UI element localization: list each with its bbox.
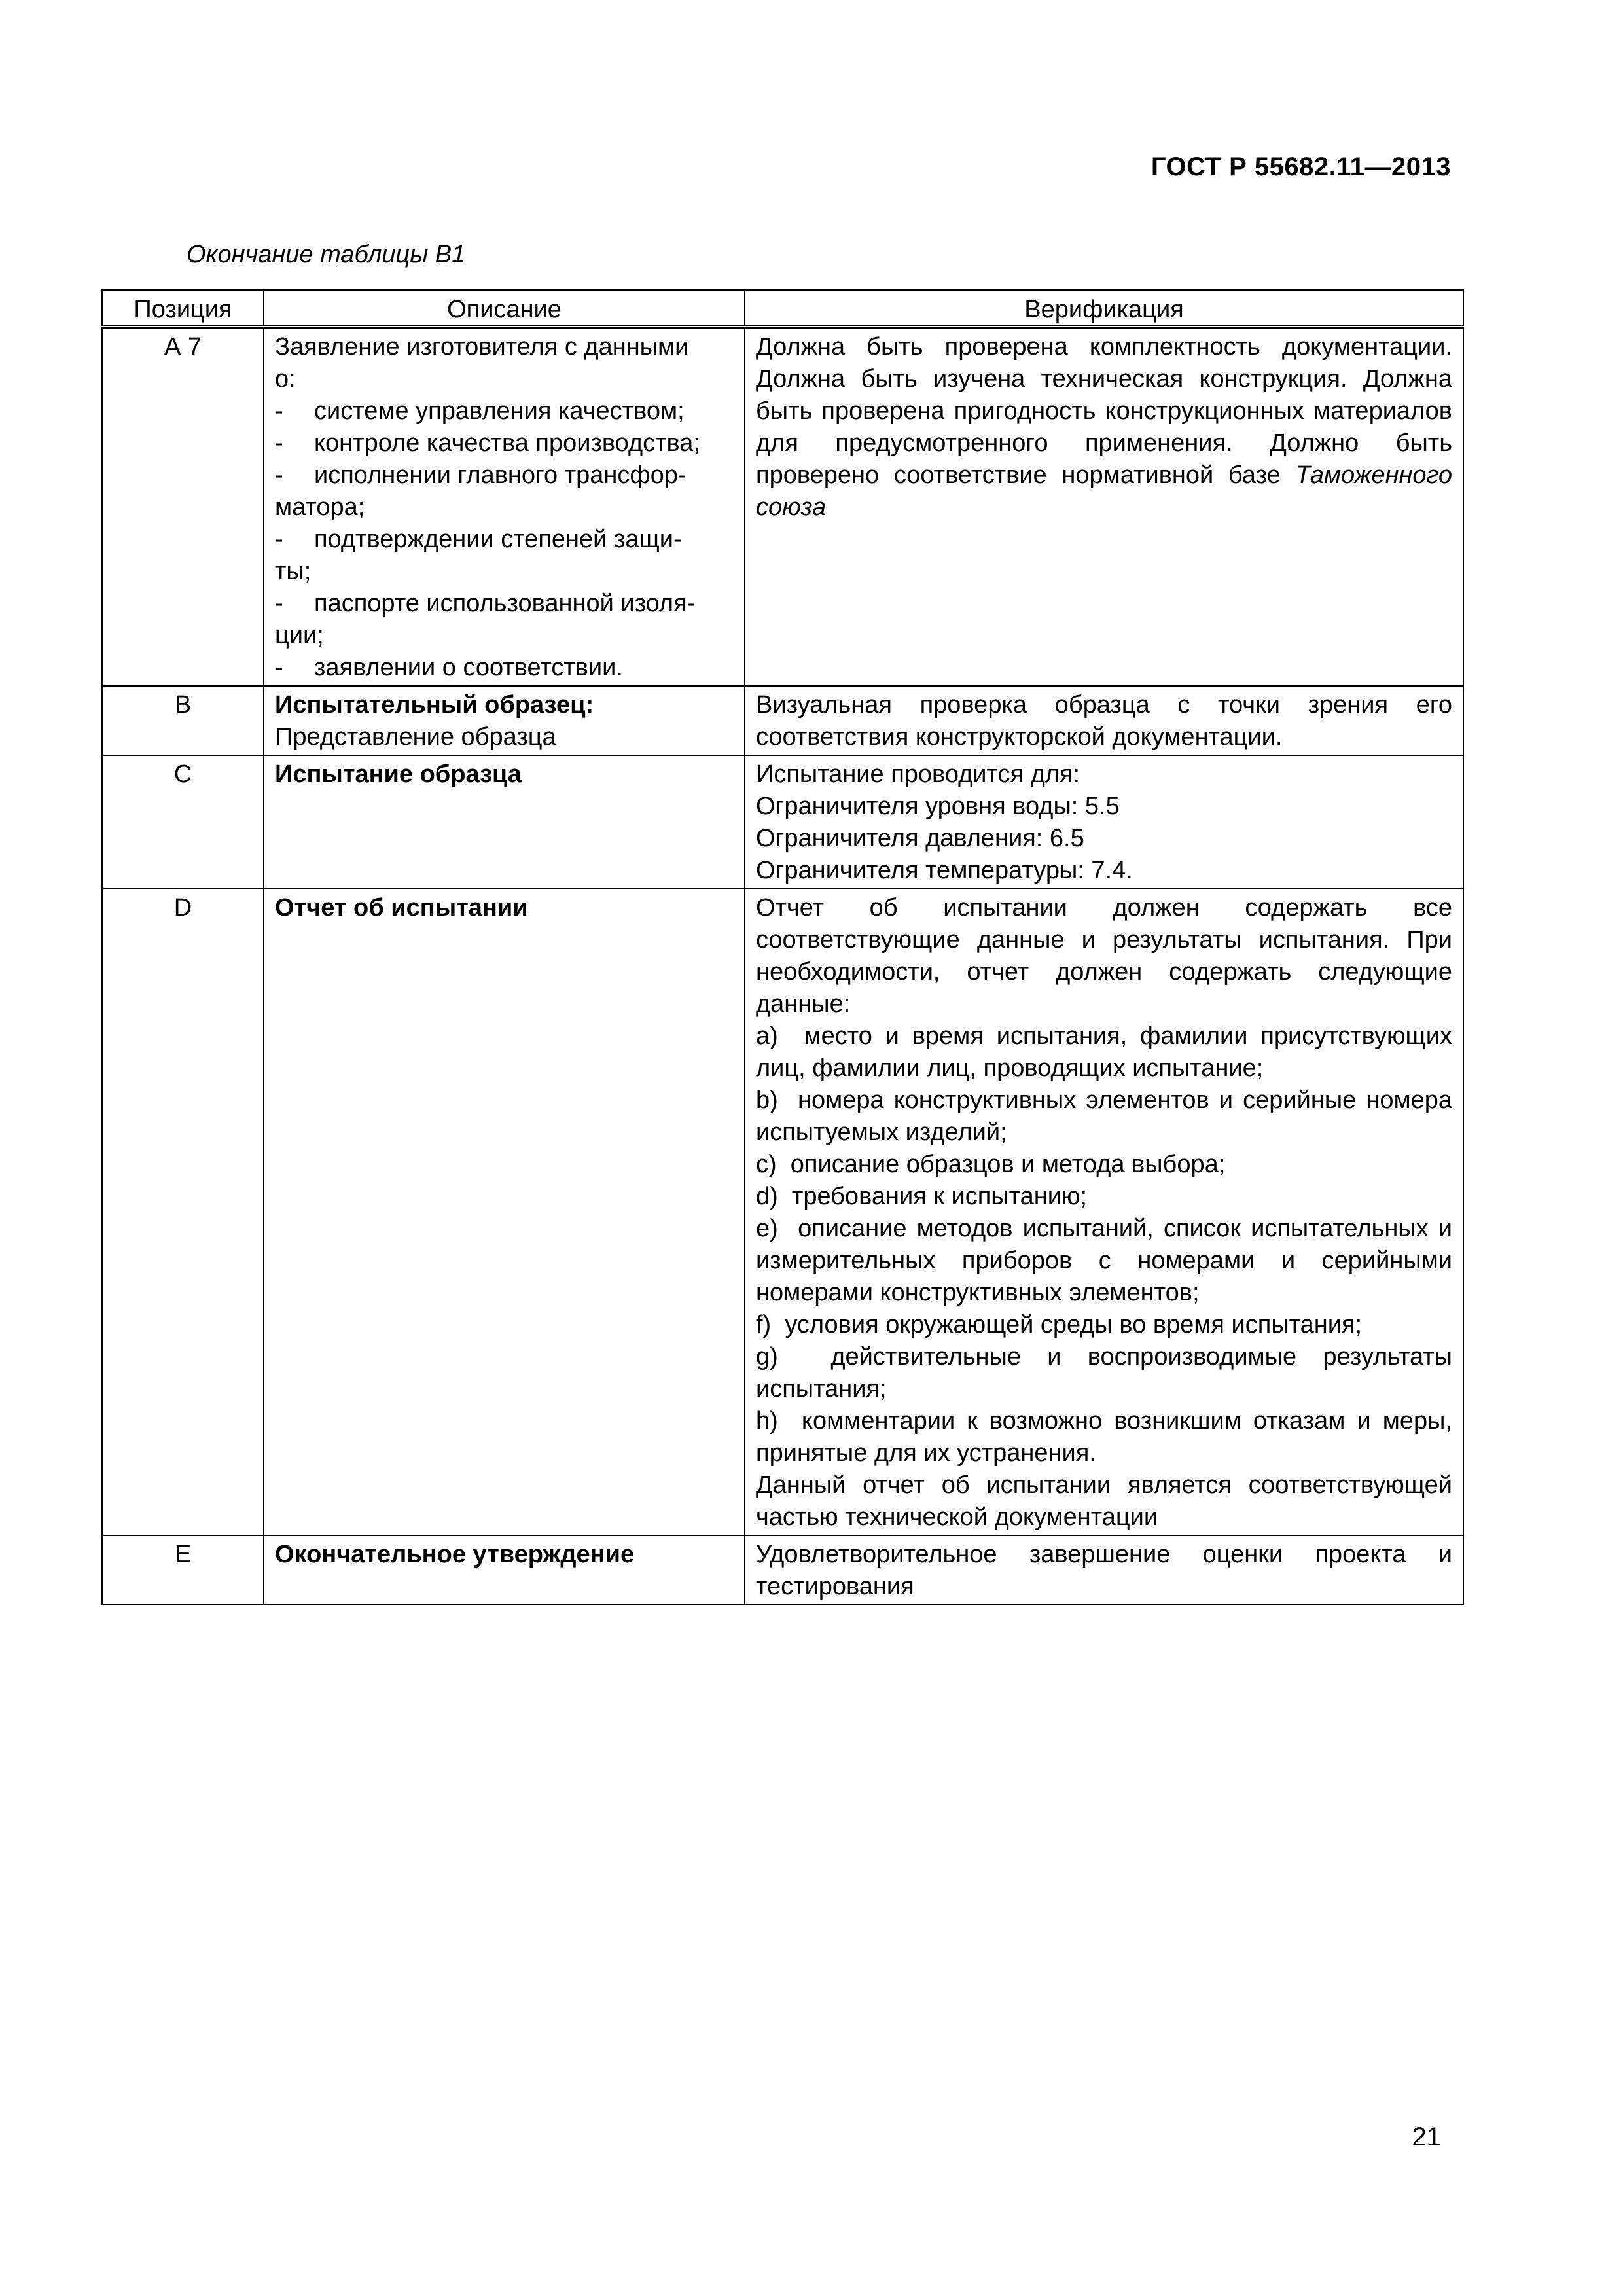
list-item-marker: e) xyxy=(756,1215,778,1242)
list-item-text: паспорте использованной изоля- xyxy=(314,590,696,617)
verification-closing: Данный отчет об испытании является соответствующей частью технической документации xyxy=(756,1471,1452,1531)
list-item xyxy=(756,1213,1452,1309)
table-row xyxy=(102,686,1463,755)
list-item: - контроле качества производства; xyxy=(275,427,734,459)
column-header-position: Позиция xyxy=(102,290,264,327)
row-description xyxy=(264,1535,745,1605)
list-item-text: описание образцов и метода выбора; xyxy=(790,1151,1226,1178)
verification-text: Должна быть проверена комплектность документации. Должна быть изучена техническая конструкция. Должна быть проверена пригодность конструкционных материалов для предусмотренного применения. Должно быть проверено соответствие нормативной базе xyxy=(756,333,1452,489)
list-item-text: действительные и воспроизводимые результаты испытания; xyxy=(756,1343,1452,1403)
list-item-text: место и время испытания, фамилии присутствующих лиц, фамилии лиц, проводящих испытание; xyxy=(756,1022,1452,1082)
document-id-header: ГОСТ Р 55682.11—2013 xyxy=(1150,152,1451,181)
list-item-text: матора; xyxy=(275,493,365,521)
list-item-text: комментарии к возможно возникшим отказам и меры, принятые для их устранения. xyxy=(756,1407,1453,1467)
row-verification xyxy=(745,889,1463,1535)
list-item-text: контроле качества производства; xyxy=(314,429,701,457)
list-item-text: системе управления качеством; xyxy=(314,397,685,425)
list-item xyxy=(756,1309,1452,1341)
list-item-text: номера конструктивных элементов и серийные номера испытуемых изделий; xyxy=(756,1086,1453,1146)
list-item xyxy=(756,1149,1452,1181)
list-item-marker: c) xyxy=(756,1151,777,1178)
row-verification xyxy=(745,327,1463,686)
verification-line: Испытание проводится для: xyxy=(756,761,1080,788)
row-verification: Удовлетворительное завершение оценки проекта и тестирования xyxy=(745,1535,1463,1605)
verification-line: Ограничителя давления: 6.5 xyxy=(756,825,1084,852)
list-item xyxy=(756,1085,1452,1149)
row-position: В xyxy=(102,686,264,755)
table-header-row xyxy=(102,290,1463,327)
description-intro-line: Заявление изготовителя с данными xyxy=(275,333,689,361)
list-item-text: описание методов испытаний, список испытательных и измерительных приборов с номерами и серийными номерами конструктивных элементов; xyxy=(756,1215,1452,1306)
list-item-text: заявлении о соответствии. xyxy=(314,654,623,681)
list-item: - исполнении главного трансфор- матора; xyxy=(275,459,734,524)
description-intro xyxy=(275,331,734,395)
row-description xyxy=(264,755,745,889)
description-intro-line: о: xyxy=(275,365,296,393)
verification-line: Ограничителя уровня воды: 5.5 xyxy=(756,793,1120,820)
list-item-marker: a) xyxy=(756,1022,778,1050)
column-header-description: Описание xyxy=(264,290,745,327)
list-item-marker: h) xyxy=(756,1407,778,1435)
description-text: Представление образца xyxy=(275,723,556,751)
table-row xyxy=(102,755,1463,889)
verification-line: Ограничителя температуры: 7.4. xyxy=(756,857,1133,884)
description-title: Отчет об испытании xyxy=(275,894,528,922)
table-caption: Окончание таблицы В1 xyxy=(187,241,466,268)
list-item: - подтверждении степеней защи- ты; xyxy=(275,524,734,588)
list-item-text: ции; xyxy=(275,622,324,649)
list-item-text: подтверждении степеней защи- xyxy=(314,526,682,553)
list-item-text: требования к испытанию; xyxy=(791,1183,1087,1210)
list-item-marker: g) xyxy=(756,1343,778,1371)
row-position: А 7 xyxy=(102,327,264,686)
row-position: D xyxy=(102,889,264,1535)
list-item xyxy=(756,1020,1452,1085)
list-item-text: исполнении главного трансфор- xyxy=(314,461,687,489)
row-verification xyxy=(745,755,1463,889)
verification-intro: Отчет об испытании должен содержать все соответствующие данные и результаты испытания. При необходимости, отчет должен содержать следующие данные: xyxy=(756,894,1452,1018)
list-item-marker: b) xyxy=(756,1086,778,1114)
list-item: - системе управления качеством; xyxy=(275,395,734,427)
row-description xyxy=(264,327,745,686)
table-row xyxy=(102,889,1463,1535)
table-row xyxy=(102,1535,1463,1605)
list-item-text: условия окружающей среды во время испытания; xyxy=(785,1311,1363,1338)
list-item-marker: f) xyxy=(756,1311,772,1338)
row-description xyxy=(264,686,745,755)
list-item xyxy=(756,1405,1452,1469)
list-item-text: ты; xyxy=(275,558,312,585)
list-item: - заявлении о соответствии. xyxy=(275,652,734,684)
list-item: - паспорте использованной изоля- ции; xyxy=(275,588,734,652)
row-description xyxy=(264,889,745,1535)
description-title: Испытание образца xyxy=(275,761,522,788)
verification-italic-text: Таможенного союза xyxy=(756,461,1452,521)
page-number: 21 xyxy=(1412,2123,1441,2151)
column-header-verification: Верификация xyxy=(745,290,1463,327)
row-position: С xyxy=(102,755,264,889)
row-position: E xyxy=(102,1535,264,1605)
list-item-marker: d) xyxy=(756,1183,778,1210)
verification-table xyxy=(101,289,1464,1605)
description-title: Испытательный образец: xyxy=(275,691,594,719)
description-title: Окончательное утверждение xyxy=(275,1541,635,1568)
list-item xyxy=(756,1341,1452,1405)
table-row xyxy=(102,327,1463,686)
list-item xyxy=(756,1181,1452,1213)
row-verification: Визуальная проверка образца с точки зрения его соответствия конструкторской документации. xyxy=(745,686,1463,755)
